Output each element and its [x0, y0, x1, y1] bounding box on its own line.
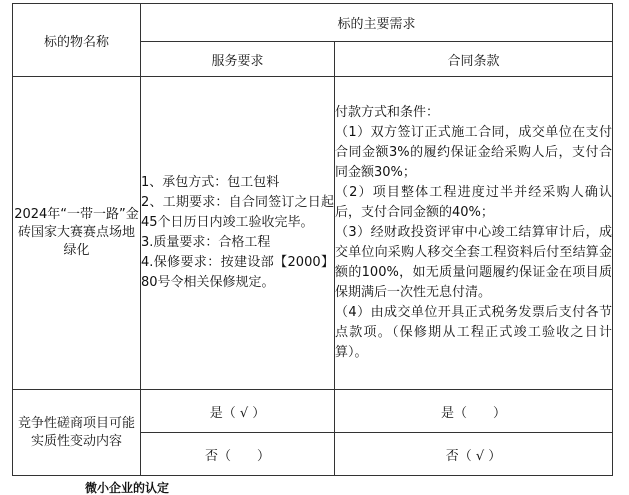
main-requirements-header: 标的主要需求	[141, 4, 613, 42]
service-change-no: 否（ ）	[141, 433, 335, 476]
project-name-cell: 2024年“一带一路”金砖国家大赛赛点场地绿化	[13, 77, 141, 390]
contract-line: （2）项目整体工程进度过半并经采购人确认后，支付合同金额的40%；	[335, 185, 613, 220]
service-line: 2、工期要求：自合同签订之日起45个日历日内竣工验收完毕。	[141, 195, 334, 230]
cut-off-heading: 微小企业的认定	[85, 481, 170, 495]
service-line: 4.保修要求：按建设部【2000】80号令相关保修规定。	[141, 255, 334, 290]
service-requirements-cell	[141, 77, 335, 390]
service-line: 3.质量要求：合格工程	[141, 235, 271, 250]
contract-change-no: 否（ √ ）	[335, 433, 613, 476]
service-line: 1、承包方式：包工包料	[141, 175, 280, 190]
contract-line: （4）由成交单位开具正式税务发票后支付各节点款项。（保修期从工程正式竣工验收之日计算）。	[335, 305, 613, 360]
subject-name-header: 标的物名称	[13, 4, 141, 77]
contract-line: （3）经财政投资评审中心竣工结算审计后，成交单位向采购人移交全套工程资料后付至结算金额的100%，如无质量问题履约保证金在项目质保期满后一次性无息付清。	[335, 225, 613, 300]
service-change-yes: 是（ √ ）	[141, 390, 335, 433]
contract-terms-header: 合同条款	[335, 42, 613, 77]
procurement-requirements-table	[12, 3, 613, 476]
substantive-change-label: 竞争性磋商项目可能实质性变动内容	[13, 390, 141, 476]
contract-line: 付款方式和条件：	[335, 105, 440, 120]
contract-change-yes: 是（ ）	[335, 390, 613, 433]
service-requirements-header: 服务要求	[141, 42, 335, 77]
contract-line: （1）双方签订正式施工合同，成交单位在支付合同金额3%的履约保证金给采购人后，支付合同金额30%；	[335, 125, 613, 180]
contract-terms-cell	[335, 77, 613, 390]
